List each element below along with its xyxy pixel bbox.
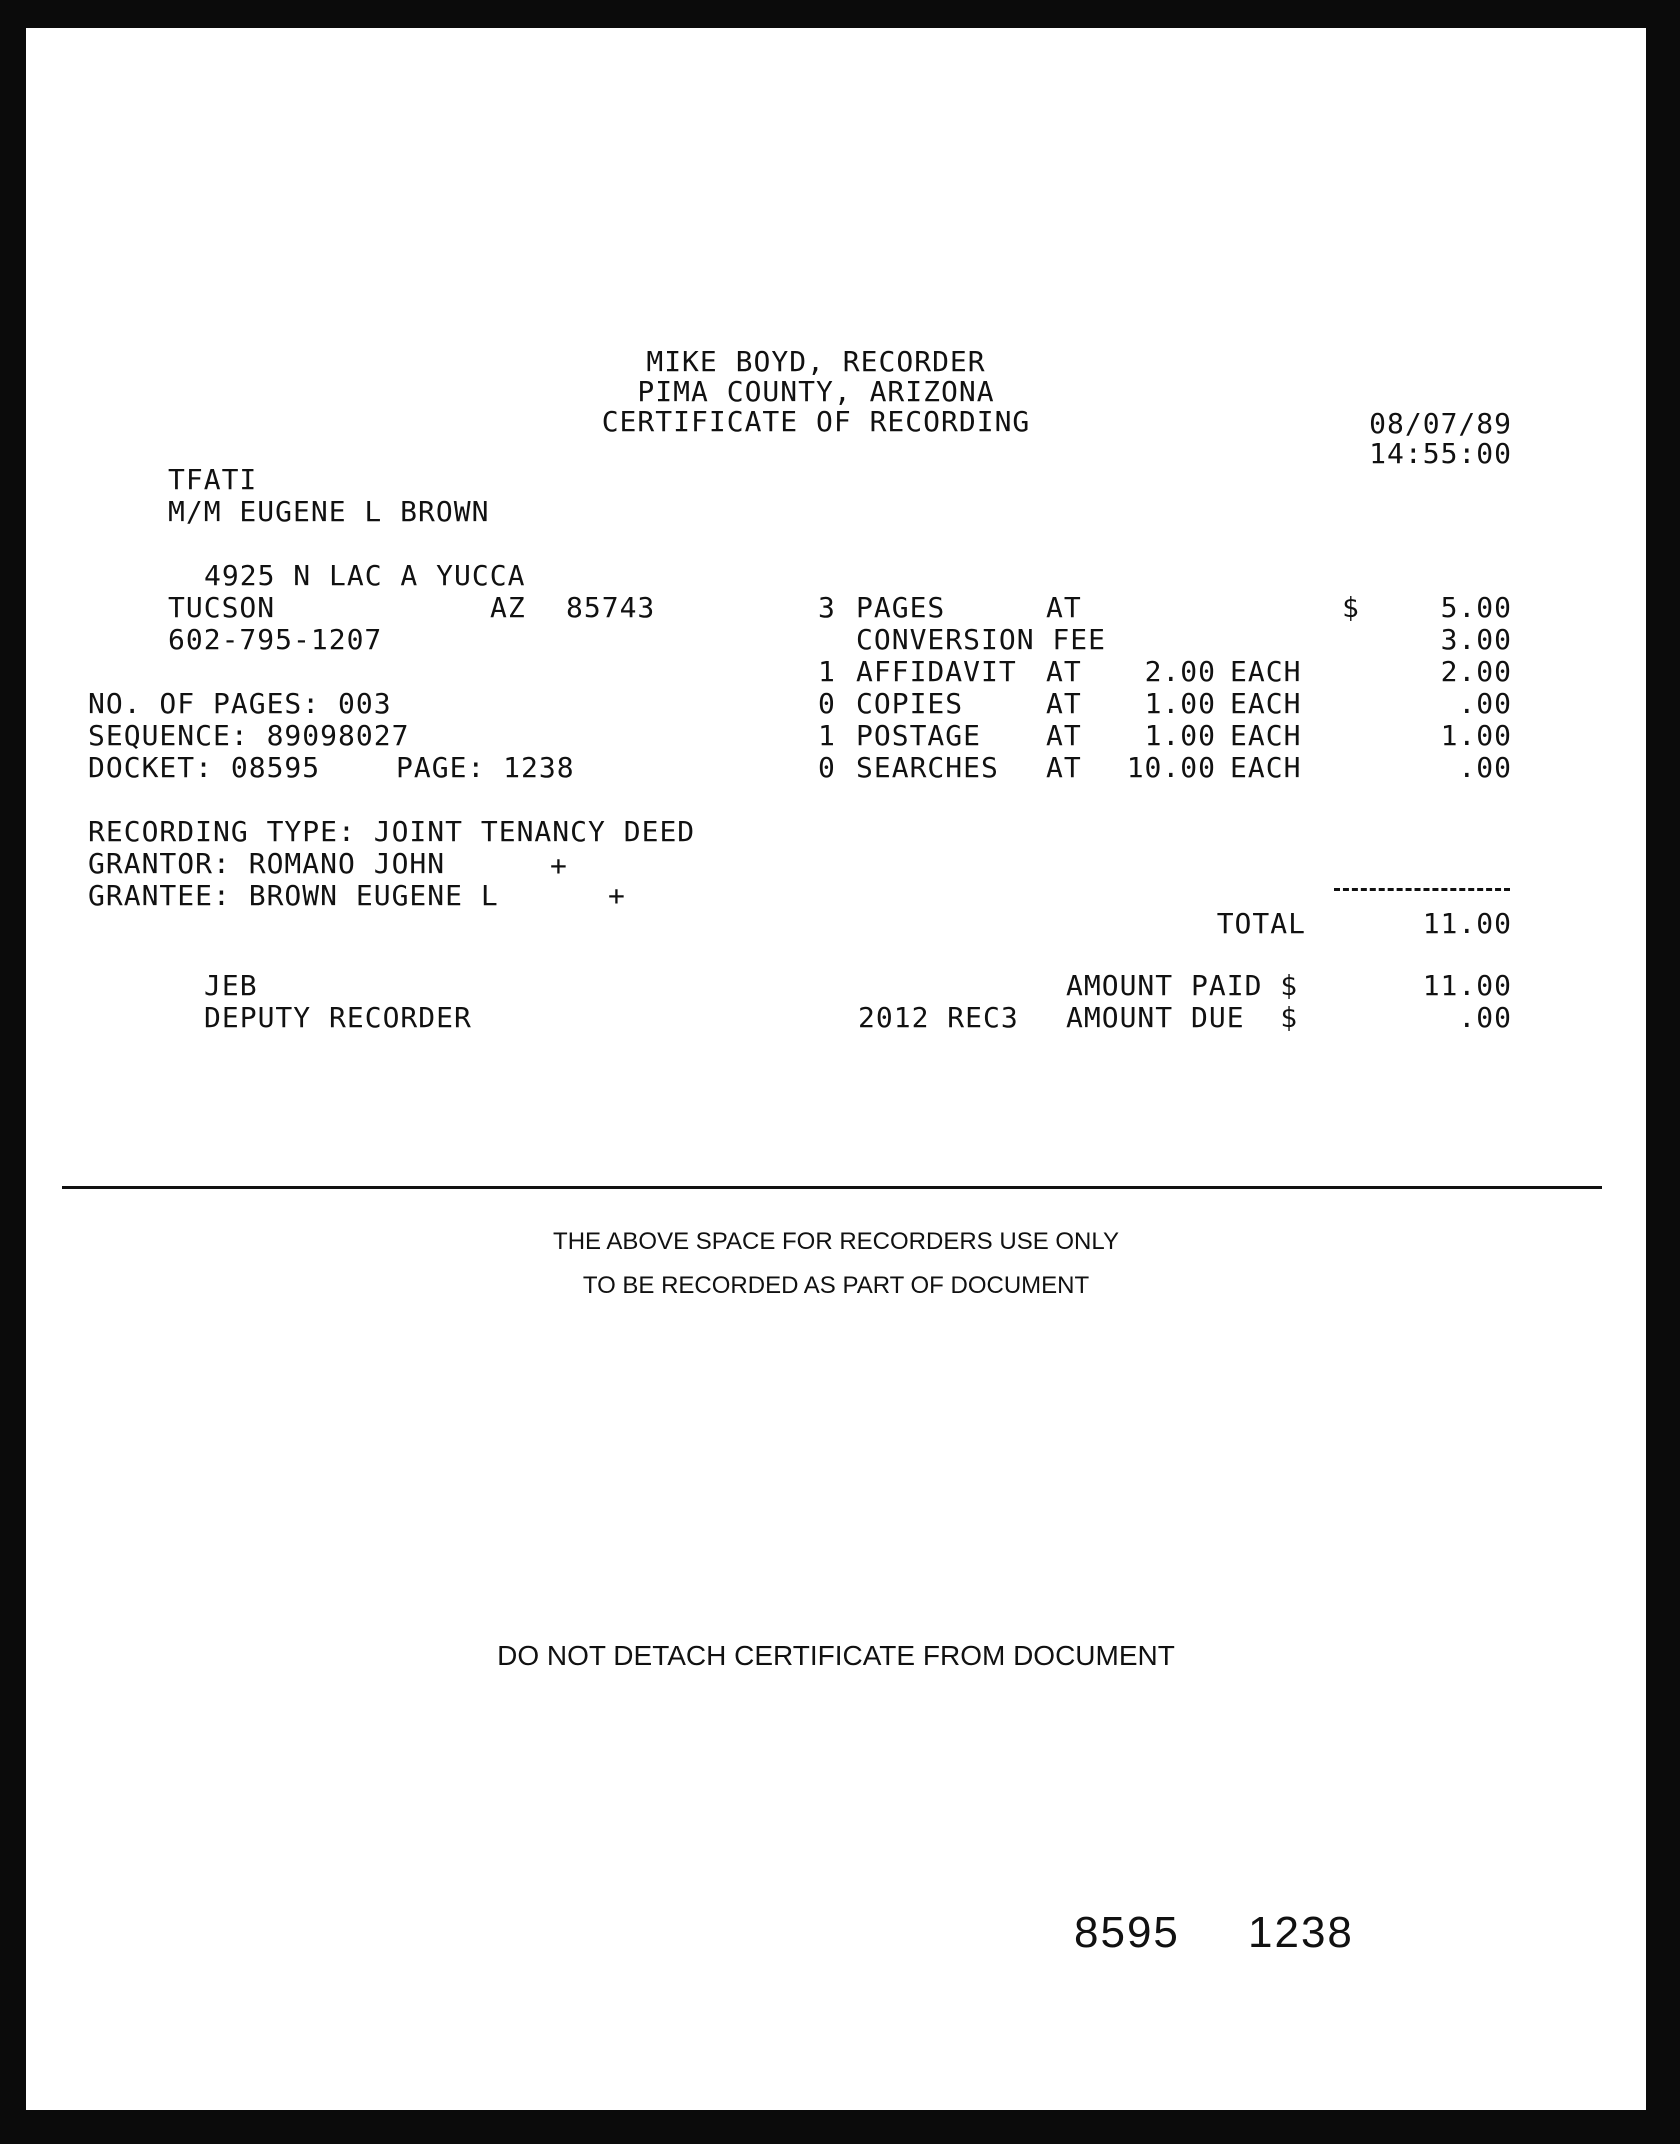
total-amount: 11.00 (1422, 907, 1512, 940)
stamp-docket: 8595 (1074, 1908, 1180, 1957)
fee-qty: 1 (818, 655, 836, 688)
amount-paid: 11.00 (1422, 969, 1512, 1002)
recording-type: RECORDING TYPE: JOINT TENANCY DEED (88, 815, 696, 848)
do-not-detach-note: DO NOT DETACH CERTIFICATE FROM DOCUMENT (497, 1640, 1175, 1671)
deputy-title: DEPUTY RECORDER (204, 1001, 472, 1034)
city: TUCSON (168, 591, 276, 624)
fee-amount: 2.00 (1440, 655, 1512, 688)
fee-item: COPIES (856, 687, 964, 720)
fee-amount: 5.00 (1440, 591, 1512, 624)
recorder-name: MIKE BOYD, RECORDER (646, 345, 986, 378)
zip-code: 85743 (566, 591, 656, 624)
fee-qty: 0 (818, 687, 836, 720)
party-name: M/M EUGENE L BROWN (168, 495, 490, 528)
fee-at: AT (1046, 655, 1082, 688)
county-state: PIMA COUNTY, ARIZONA (637, 375, 995, 408)
register-code: 2012 REC3 (858, 1001, 1019, 1034)
fee-at: AT (1046, 719, 1082, 752)
sequence-number: SEQUENCE: 89098027 (88, 719, 410, 752)
fee-each: EACH (1230, 687, 1302, 720)
fee-rate: 1.00 (1144, 687, 1216, 720)
fee-item: PAGES (856, 591, 946, 624)
recorder-space-divider (62, 1186, 1602, 1189)
fee-rate: 1.00 (1144, 719, 1216, 752)
fee-each: EACH (1230, 655, 1302, 688)
fee-at: AT (1046, 751, 1082, 784)
fee-item: POSTAGE (856, 719, 982, 752)
total-divider (1334, 888, 1510, 891)
grantee: GRANTEE: BROWN EUGENE L (88, 879, 499, 912)
grantor: GRANTOR: ROMANO JOHN (88, 847, 446, 880)
fee-item: CONVERSION FEE (856, 623, 1107, 656)
stamp-page: 1238 (1248, 1908, 1354, 1957)
fee-qty: 3 (818, 591, 836, 624)
record-date: 08/07/89 (1369, 407, 1512, 440)
deputy-initials: JEB (204, 969, 258, 1002)
page-number: PAGE: 1238 (396, 751, 575, 784)
phone: 602-795-1207 (168, 623, 383, 656)
fee-amount: .00 (1458, 687, 1512, 720)
fee-each: EACH (1230, 751, 1302, 784)
party-code: TFATI (168, 463, 258, 496)
number-of-pages: NO. OF PAGES: 003 (88, 687, 392, 720)
docket-number: DOCKET: 08595 (88, 751, 321, 784)
part-of-document-note: TO BE RECORDED AS PART OF DOCUMENT (582, 1272, 1090, 1299)
currency-sign: $ (1342, 591, 1360, 624)
amount-paid-label: AMOUNT PAID $ (1066, 969, 1299, 1002)
certificate-page (26, 28, 1646, 2110)
fee-each: EACH (1230, 719, 1302, 752)
grantee-mark: + (608, 879, 626, 912)
fee-amount: 3.00 (1440, 623, 1512, 656)
record-time: 14:55:00 (1369, 437, 1512, 470)
fee-at: AT (1046, 591, 1082, 624)
recorders-use-note: THE ABOVE SPACE FOR RECORDERS USE ONLY (553, 1228, 1119, 1255)
street-address: 4925 N LAC A YUCCA (204, 559, 526, 592)
fee-item: SEARCHES (856, 751, 999, 784)
fee-rate: 10.00 (1126, 751, 1216, 784)
fee-item: AFFIDAVIT (856, 655, 1017, 688)
fee-amount: .00 (1458, 751, 1512, 784)
fee-rate: 2.00 (1144, 655, 1216, 688)
fee-amount: 1.00 (1440, 719, 1512, 752)
fee-qty: 0 (818, 751, 836, 784)
state: AZ (490, 591, 526, 624)
total-label: TOTAL (1216, 907, 1306, 940)
grantor-mark: + (550, 849, 568, 882)
fee-at: AT (1046, 687, 1082, 720)
fee-qty: 1 (818, 719, 836, 752)
certificate-title: CERTIFICATE OF RECORDING (601, 405, 1031, 438)
amount-due: .00 (1458, 1001, 1512, 1034)
amount-due-label: AMOUNT DUE $ (1066, 1001, 1299, 1034)
